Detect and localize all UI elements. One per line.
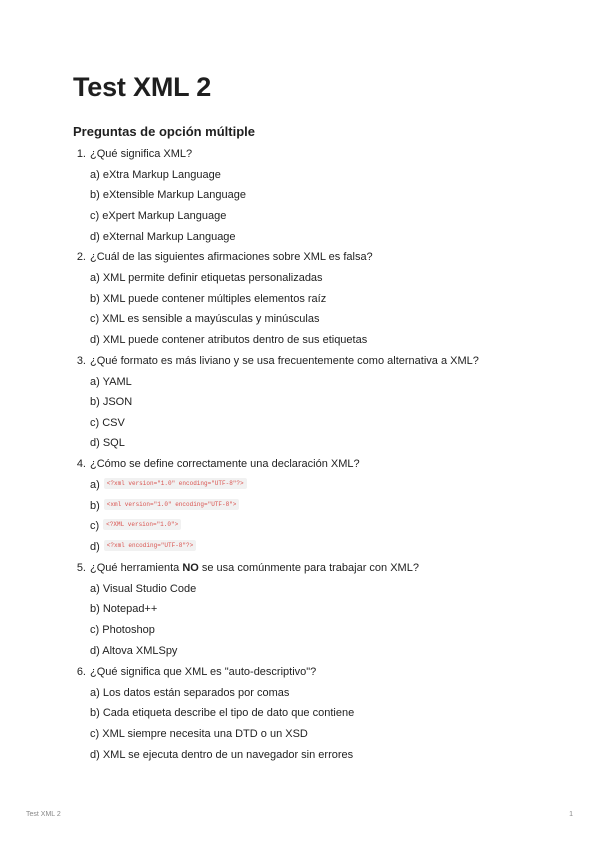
code-snippet: <?xml encoding="UTF-8"?> bbox=[104, 540, 196, 551]
question-text: ¿Cómo se define correctamente una declaración XML? bbox=[90, 458, 360, 470]
option-5d: d) Altova XMLSpy bbox=[90, 645, 178, 657]
question-number: 6. bbox=[76, 666, 86, 678]
question-4 bbox=[72, 457, 360, 471]
option-5a: a) Visual Studio Code bbox=[90, 583, 197, 595]
question-number: 3. bbox=[76, 355, 86, 367]
option-4d: d) <?xml encoding="UTF-8"?> bbox=[90, 540, 196, 554]
question-text: ¿Qué significa XML? bbox=[90, 148, 193, 160]
question-text: ¿Qué formato es más liviano y se usa frecuentemente como alternativa a XML? bbox=[90, 355, 479, 367]
option-4c: c) <?XML version="1.0"> bbox=[90, 519, 181, 533]
question-2 bbox=[72, 250, 373, 264]
option-6c: c) XML siempre necesita una DTD o un XSD bbox=[90, 728, 308, 740]
code-snippet: <xml version="1.0" encoding="UTF-8"> bbox=[104, 499, 240, 510]
emphasis: NO bbox=[182, 562, 199, 574]
section-title: Preguntas de opción múltiple bbox=[73, 124, 256, 139]
question-text: ¿Cuál de las siguientes afirmaciones sobre XML es falsa? bbox=[90, 251, 373, 263]
question-number: 5. bbox=[76, 562, 86, 574]
footer-page-number: 1 bbox=[569, 811, 573, 818]
question-3 bbox=[72, 354, 479, 368]
option-3a: a) YAML bbox=[90, 376, 132, 388]
question-number: 1. bbox=[76, 148, 86, 160]
option-2c: c) XML es sensible a mayúsculas y minúsculas bbox=[90, 313, 320, 325]
option-1d: d) eXternal Markup Language bbox=[90, 231, 236, 243]
question-5: 5. ¿Qué herramienta NO se usa comúnmente para trabajar con XML? bbox=[72, 561, 419, 575]
option-5c: c) Photoshop bbox=[90, 624, 155, 636]
option-4b: b) <xml version="1.0" encoding="UTF-8"> bbox=[90, 499, 239, 513]
option-5b: b) Notepad++ bbox=[90, 603, 158, 615]
code-snippet: <?xml version="1.0" encoding="UTF-8"?> bbox=[104, 478, 247, 489]
option-3c: c) CSV bbox=[90, 417, 125, 429]
option-1c: c) eXpert Markup Language bbox=[90, 210, 227, 222]
option-1a: a) eXtra Markup Language bbox=[90, 169, 221, 181]
question-1 bbox=[72, 147, 192, 161]
page-title: Test XML 2 bbox=[73, 72, 212, 102]
option-3d: d) SQL bbox=[90, 437, 125, 449]
option-1b: b) eXtensible Markup Language bbox=[90, 189, 246, 201]
footer-document-title: Test XML 2 bbox=[26, 811, 61, 818]
code-snippet: <?XML version="1.0"> bbox=[103, 519, 181, 530]
option-6b: b) Cada etiqueta describe el tipo de dato que contiene bbox=[90, 707, 355, 719]
option-2a: a) XML permite definir etiquetas personalizadas bbox=[90, 272, 323, 284]
option-4a: a) <?xml version="1.0" encoding="UTF-8"?> bbox=[90, 478, 247, 492]
option-6d: d) XML se ejecuta dentro de un navegador sin errores bbox=[90, 749, 354, 761]
question-6 bbox=[72, 665, 316, 679]
option-6a: a) Los datos están separados por comas bbox=[90, 687, 290, 699]
option-3b: b) JSON bbox=[90, 396, 133, 408]
question-number: 2. bbox=[76, 251, 86, 263]
option-2b: b) XML puede contener múltiples elementos raíz bbox=[90, 293, 327, 305]
question-number: 4. bbox=[76, 458, 86, 470]
option-2d: d) XML puede contener atributos dentro de sus etiquetas bbox=[90, 334, 368, 346]
question-text: ¿Qué significa que XML es "auto-descriptivo"? bbox=[90, 666, 317, 678]
